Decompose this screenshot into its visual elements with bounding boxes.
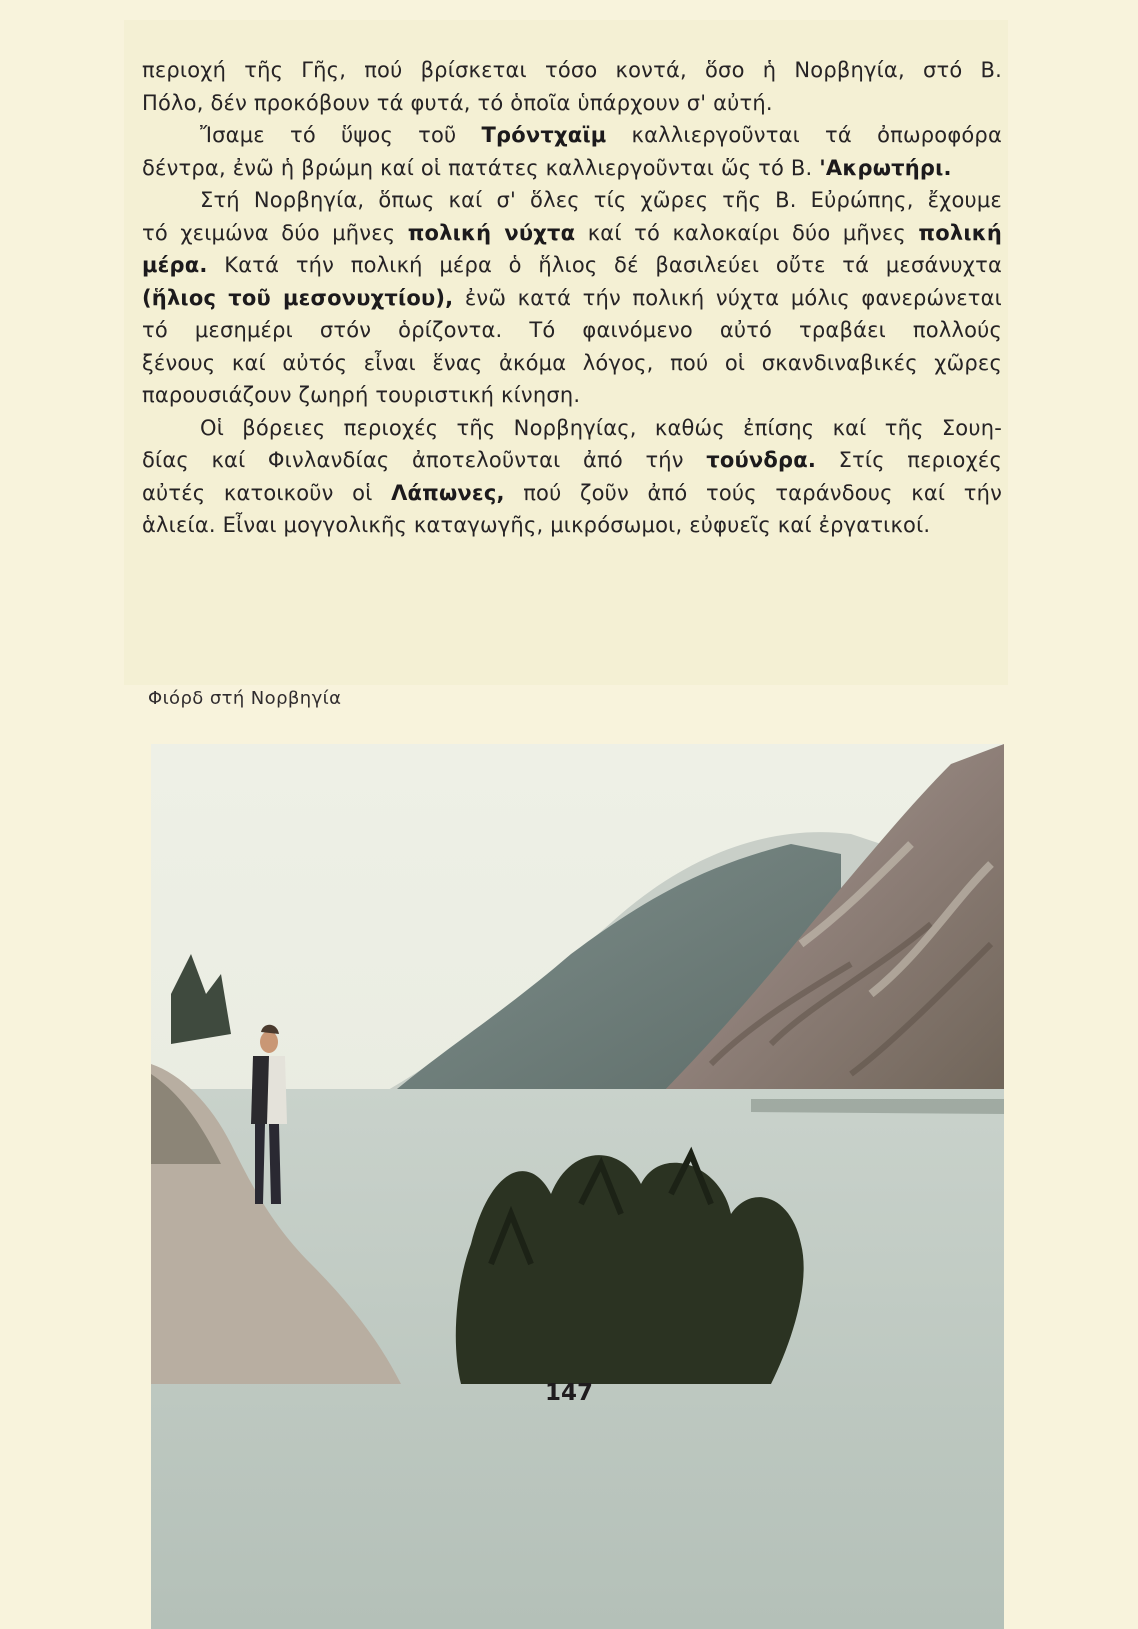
text-span: Στίς περιοχές <box>816 448 1002 472</box>
text-span: τό χειμώνα δύο μῆνες <box>142 220 408 245</box>
text-line <box>142 282 1002 315</box>
photo-caption: Φιόρδ στή Νορβηγία <box>148 688 342 709</box>
text-span: Πόλο, δέν προκόβουν τά φυτά, τό ὁποῖα ὑπάρχουν σ' αὐτή. <box>142 90 773 115</box>
text-span: καί τό καλοκαίρι δύο μῆνες <box>575 220 919 245</box>
text-line <box>142 509 1002 542</box>
text-line <box>142 184 1002 217</box>
text-line <box>142 87 1002 120</box>
text-span: παρουσιάζουν ζωηρή τουριστική κίνηση. <box>142 383 581 407</box>
text-line <box>142 152 1002 185</box>
text-span: ἁλιεία. Εἶναι μογγολικῆς καταγωγῆς, μικρόσωμοι, εὐφυεῖς καί ἐργατικοί. <box>142 513 931 537</box>
bold-term: πολική νύχτα <box>407 220 576 245</box>
text-line <box>142 444 1002 477</box>
bold-term: 'Ακρωτήρι. <box>819 155 952 180</box>
text-span: Οἱ βόρειες περιοχές τῆς Νορβηγίας, καθώς ἐπίσης καί τῆς Σουη- <box>200 415 1002 440</box>
fjord-photo <box>151 744 1004 1629</box>
text-span: Κατά τήν πολική μέρα ὁ ἥλιος δέ βασιλεύει οὔτε τά μεσάνυχτα <box>207 253 1002 277</box>
body-text <box>142 54 1002 542</box>
bold-term: τούνδρα. <box>706 448 817 472</box>
text-line <box>142 347 1002 380</box>
bold-term: Τρόντχαϊμ <box>481 123 607 147</box>
text-line <box>142 54 1002 87</box>
text-span: ξένους καί αὐτός εἶναι ἕνας ἀκόμα λόγος, πού οἱ σκανδιναβικές χῶρες <box>142 350 1002 375</box>
text-line <box>142 217 1002 250</box>
text-line <box>142 412 1002 445</box>
page-number: 147 <box>544 1380 593 1406</box>
text-line <box>142 119 1002 152</box>
text-span: Στή Νορβηγία, ὅπως καί σ' ὅλες τίς χῶρες τῆς Β. Εὐρώπης, ἔχουμε <box>200 188 1002 212</box>
text-line <box>142 477 1002 510</box>
text-span: δέντρα, ἐνῶ ἡ βρώμη καί οἱ πατάτες καλλιεργοῦνται ὥς τό Β. <box>142 155 820 180</box>
text-span: αὐτές κατοικοῦν οἱ <box>142 480 392 505</box>
text-span: πού ζοῦν ἀπό τούς ταράνδους καί τήν <box>504 480 1003 505</box>
bold-term: (ἥλιος τοῦ μεσονυχτίου), <box>142 285 454 310</box>
text-span: Ἴσαμε τό ὕψος τοῦ <box>200 123 482 147</box>
text-line <box>142 379 1002 412</box>
text-span: ἐνῶ κατά τήν πολική νύχτα μόλις φανερώνεται <box>453 285 1002 310</box>
text-span: δίας καί Φινλανδίας ἀποτελοῦνται ἀπό τήν <box>142 448 707 472</box>
text-span: τό μεσημέρι στόν ὁρίζοντα. Τό φαινόμενο αὐτό τραβάει πολλούς <box>142 318 1002 342</box>
bold-term: πολική <box>918 220 1002 245</box>
text-span: καλλιεργοῦνται τά ὀπωροφόρα <box>606 123 1003 147</box>
text-line <box>142 314 1002 347</box>
text-line <box>142 249 1002 282</box>
bold-term: Λάπωνες, <box>391 480 505 505</box>
bold-term: μέρα. <box>142 253 208 277</box>
text-span: περιοχή τῆς Γῆς, πού βρίσκεται τόσο κοντά, ὅσο ἡ Νορβηγία, στό Β. <box>142 58 1002 82</box>
